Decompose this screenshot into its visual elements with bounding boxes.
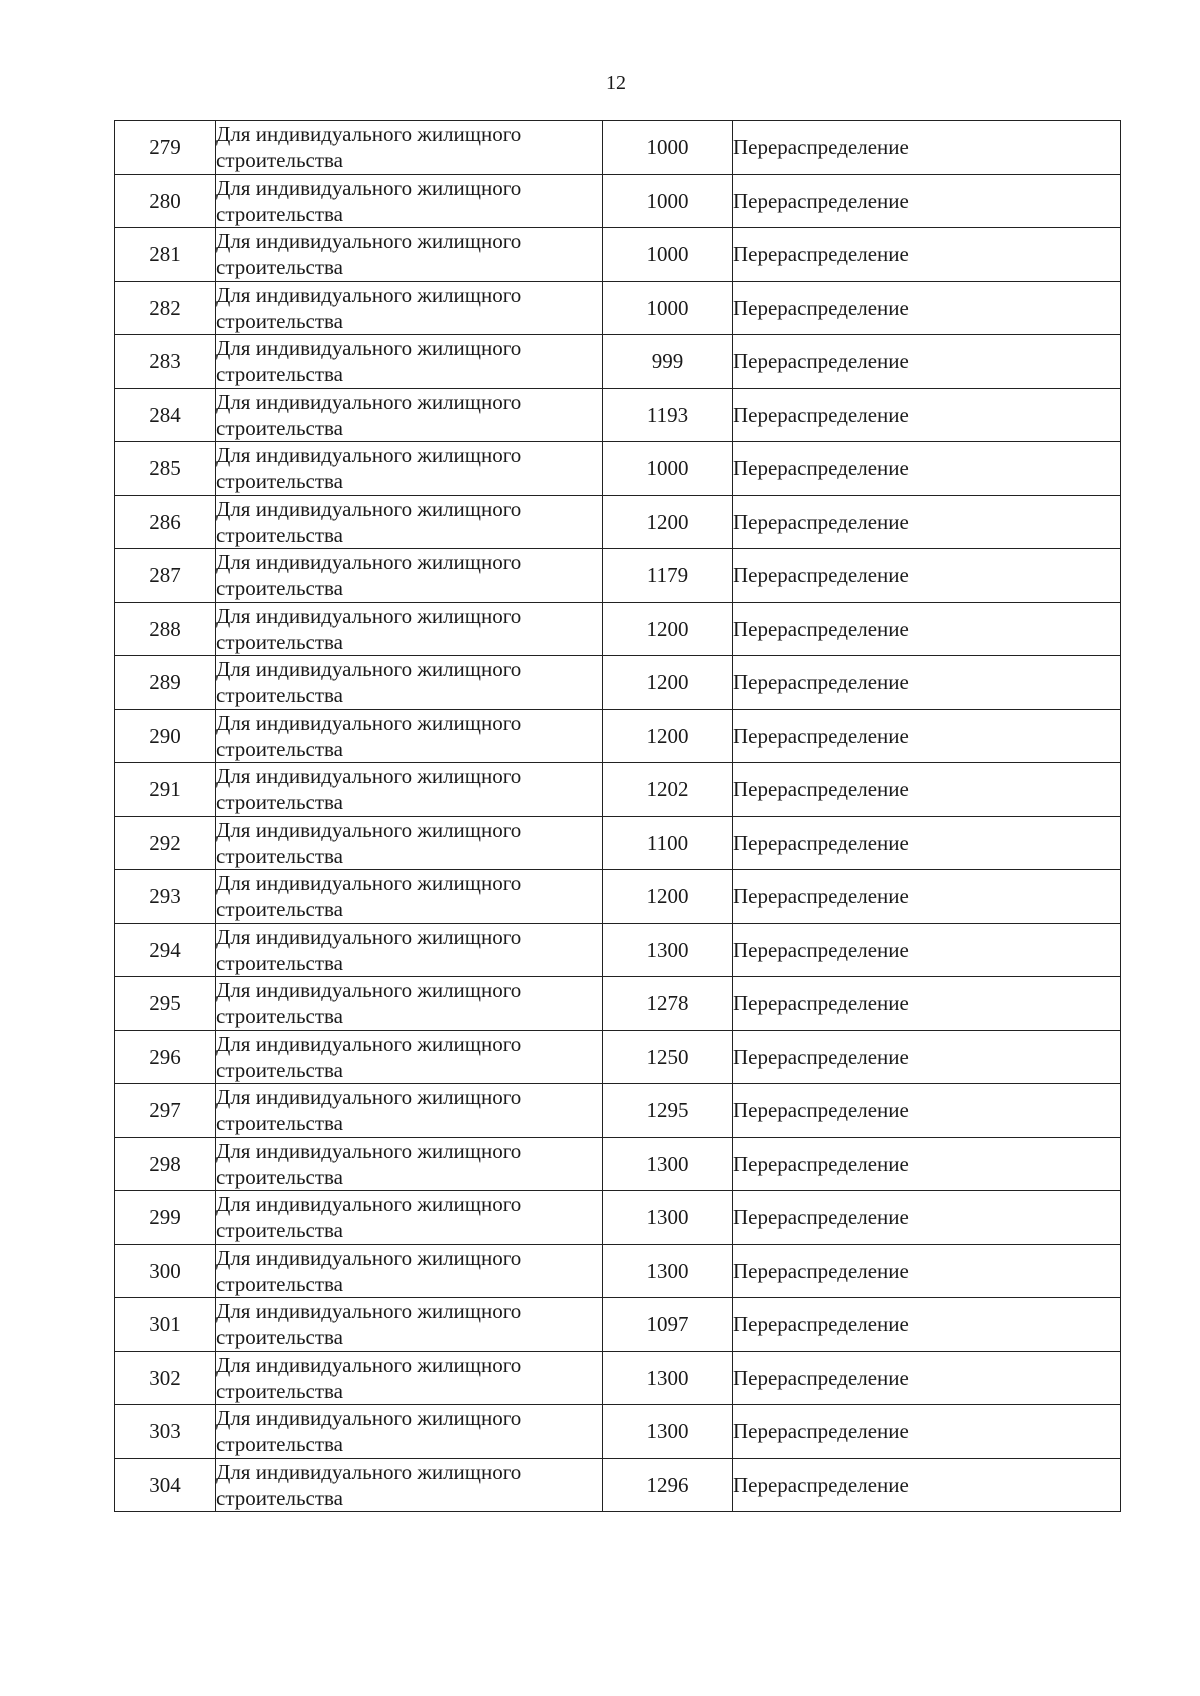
area-cell: 1100	[603, 816, 733, 870]
row-number-cell: 288	[115, 602, 216, 656]
land-plots-table	[114, 120, 1121, 1512]
table-row	[115, 1298, 1121, 1352]
method-cell: Перераспределение	[733, 1244, 1121, 1298]
purpose-line-1: Для индивидуального жилищного	[216, 336, 522, 360]
purpose-line-1: Для индивидуального жилищного	[216, 443, 522, 467]
purpose-line-1: Для индивидуального жилищного	[216, 1459, 522, 1484]
purpose-line-2: строительства	[216, 469, 344, 494]
purpose-cell	[216, 1405, 603, 1459]
purpose-line-2: строительства	[216, 362, 344, 387]
method-cell: Перераспределение	[733, 602, 1121, 656]
method-cell: Перераспределение	[733, 335, 1121, 389]
method-cell: Перераспределение	[733, 1084, 1121, 1138]
purpose-line-1: Для индивидуального жилищного	[216, 122, 522, 146]
purpose-line-1: Для индивидуального жилищного	[216, 710, 522, 735]
purpose-line-1: Для индивидуального жилищного	[216, 389, 522, 414]
purpose-line-2: строительства	[216, 522, 344, 547]
table-row	[115, 656, 1121, 710]
method-cell: Перераспределение	[733, 763, 1121, 817]
purpose-line-1: Для индивидуального жилищного	[216, 1299, 522, 1323]
area-cell: 1000	[603, 121, 733, 175]
row-number-cell: 298	[115, 1137, 216, 1191]
purpose-line-2: строительства	[216, 1111, 344, 1136]
table-row	[115, 442, 1121, 496]
area-cell: 1300	[603, 1244, 733, 1298]
row-number-cell: 282	[115, 281, 216, 335]
purpose-cell	[216, 1458, 603, 1512]
purpose-line-1: Для индивидуального жилищного	[216, 1085, 522, 1109]
table-row	[115, 763, 1121, 817]
purpose-line-1: Для индивидуального жилищного	[216, 978, 522, 1002]
method-cell: Перераспределение	[733, 281, 1121, 335]
table-row	[115, 1030, 1121, 1084]
purpose-cell	[216, 1030, 603, 1084]
purpose-cell	[216, 1244, 603, 1298]
table-body	[115, 121, 1121, 1512]
area-cell: 1278	[603, 977, 733, 1031]
purpose-line-2: строительства	[216, 201, 344, 226]
area-cell: 1193	[603, 388, 733, 442]
row-number-cell: 286	[115, 495, 216, 549]
area-cell: 1000	[603, 174, 733, 228]
area-cell: 1300	[603, 923, 733, 977]
row-number-cell: 281	[115, 228, 216, 282]
table-row	[115, 174, 1121, 228]
row-number-cell: 287	[115, 549, 216, 603]
method-cell: Перераспределение	[733, 1191, 1121, 1245]
purpose-line-1: Для индивидуального жилищного	[216, 1138, 522, 1163]
method-cell: Перераспределение	[733, 816, 1121, 870]
purpose-line-1: Для индивидуального жилищного	[216, 1406, 522, 1430]
area-cell: 1250	[603, 1030, 733, 1084]
row-number-cell: 304	[115, 1458, 216, 1512]
row-number-cell: 290	[115, 709, 216, 763]
purpose-cell	[216, 870, 603, 924]
row-number-cell: 279	[115, 121, 216, 175]
method-cell: Перераспределение	[733, 549, 1121, 603]
purpose-line-1: Для индивидуального жилищного	[216, 603, 522, 628]
page-number: 12	[606, 72, 626, 94]
method-cell: Перераспределение	[733, 709, 1121, 763]
table-row	[115, 335, 1121, 389]
area-cell: 1000	[603, 228, 733, 282]
row-number-cell: 299	[115, 1191, 216, 1245]
purpose-line-2: строительства	[216, 1378, 344, 1403]
purpose-line-1: Для индивидуального жилищного	[216, 657, 522, 681]
row-number-cell: 283	[115, 335, 216, 389]
purpose-line-2: строительства	[216, 790, 344, 815]
purpose-line-1: Для индивидуального жилищного	[216, 175, 522, 200]
method-cell: Перераспределение	[733, 1030, 1121, 1084]
method-cell: Перераспределение	[733, 923, 1121, 977]
row-number-cell: 291	[115, 763, 216, 817]
purpose-cell	[216, 335, 603, 389]
row-number-cell: 297	[115, 1084, 216, 1138]
purpose-cell	[216, 174, 603, 228]
area-cell: 1200	[603, 709, 733, 763]
purpose-line-1: Для индивидуального жилищного	[216, 764, 522, 788]
purpose-line-1: Для индивидуального жилищного	[216, 550, 522, 574]
table-row	[115, 388, 1121, 442]
area-cell: 1202	[603, 763, 733, 817]
purpose-line-2: строительства	[216, 1432, 344, 1457]
table-row	[115, 709, 1121, 763]
purpose-line-1: Для индивидуального жилищного	[216, 924, 522, 949]
table-row	[115, 281, 1121, 335]
purpose-line-2: строительства	[216, 1057, 344, 1082]
purpose-line-1: Для индивидуального жилищного	[216, 1352, 522, 1377]
purpose-cell	[216, 1298, 603, 1352]
area-cell: 1179	[603, 549, 733, 603]
purpose-line-2: строительства	[216, 1218, 344, 1243]
method-cell: Перераспределение	[733, 442, 1121, 496]
method-cell: Перераспределение	[733, 174, 1121, 228]
purpose-line-2: строительства	[216, 1164, 344, 1189]
purpose-line-1: Для индивидуального жилищного	[216, 229, 522, 253]
table-row	[115, 1244, 1121, 1298]
table-row	[115, 602, 1121, 656]
purpose-cell	[216, 549, 603, 603]
purpose-cell	[216, 816, 603, 870]
area-cell: 1200	[603, 870, 733, 924]
purpose-line-1: Для индивидуального жилищного	[216, 1245, 522, 1270]
purpose-cell	[216, 709, 603, 763]
purpose-line-2: строительства	[216, 1325, 344, 1350]
row-number-cell: 294	[115, 923, 216, 977]
table-row	[115, 549, 1121, 603]
row-number-cell: 284	[115, 388, 216, 442]
area-cell: 1300	[603, 1191, 733, 1245]
table-row	[115, 870, 1121, 924]
purpose-line-2: строительства	[216, 415, 344, 440]
row-number-cell: 295	[115, 977, 216, 1031]
method-cell: Перераспределение	[733, 656, 1121, 710]
method-cell: Перераспределение	[733, 1298, 1121, 1352]
purpose-line-1: Для индивидуального жилищного	[216, 1192, 522, 1216]
purpose-cell	[216, 281, 603, 335]
table-row	[115, 1351, 1121, 1405]
method-cell: Перераспределение	[733, 1351, 1121, 1405]
row-number-cell: 289	[115, 656, 216, 710]
table-row	[115, 1458, 1121, 1512]
area-cell: 1300	[603, 1351, 733, 1405]
row-number-cell: 301	[115, 1298, 216, 1352]
table-row	[115, 1137, 1121, 1191]
row-number-cell: 292	[115, 816, 216, 870]
area-cell: 1097	[603, 1298, 733, 1352]
row-number-cell: 280	[115, 174, 216, 228]
area-cell: 1000	[603, 442, 733, 496]
purpose-line-1: Для индивидуального жилищного	[216, 871, 522, 895]
area-cell: 1200	[603, 602, 733, 656]
row-number-cell: 285	[115, 442, 216, 496]
area-cell: 1200	[603, 656, 733, 710]
purpose-line-2: строительства	[216, 843, 344, 868]
purpose-cell	[216, 121, 603, 175]
row-number-cell: 303	[115, 1405, 216, 1459]
method-cell: Перераспределение	[733, 977, 1121, 1031]
method-cell: Перераспределение	[733, 870, 1121, 924]
row-number-cell: 302	[115, 1351, 216, 1405]
table-row	[115, 1191, 1121, 1245]
method-cell: Перераспределение	[733, 1458, 1121, 1512]
purpose-cell	[216, 495, 603, 549]
purpose-line-2: строительства	[216, 148, 344, 173]
purpose-cell	[216, 388, 603, 442]
purpose-line-2: строительства	[216, 1271, 344, 1296]
purpose-cell	[216, 1137, 603, 1191]
purpose-line-1: Для индивидуального жилищного	[216, 496, 522, 521]
row-number-cell: 296	[115, 1030, 216, 1084]
table-row	[115, 121, 1121, 175]
purpose-line-2: строительства	[216, 255, 344, 280]
method-cell: Перераспределение	[733, 1405, 1121, 1459]
purpose-line-1: Для индивидуального жилищного	[216, 282, 522, 307]
purpose-line-2: строительства	[216, 576, 344, 601]
purpose-line-2: строительства	[216, 950, 344, 975]
row-number-cell: 293	[115, 870, 216, 924]
area-cell: 999	[603, 335, 733, 389]
table-row	[115, 495, 1121, 549]
purpose-line-2: строительства	[216, 629, 344, 654]
table-row	[115, 977, 1121, 1031]
area-cell: 1200	[603, 495, 733, 549]
purpose-cell	[216, 1191, 603, 1245]
table-row	[115, 228, 1121, 282]
purpose-line-2: строительства	[216, 308, 344, 333]
area-cell: 1300	[603, 1405, 733, 1459]
area-cell: 1300	[603, 1137, 733, 1191]
table-row	[115, 923, 1121, 977]
purpose-cell	[216, 602, 603, 656]
area-cell: 1295	[603, 1084, 733, 1138]
method-cell: Перераспределение	[733, 121, 1121, 175]
purpose-cell	[216, 923, 603, 977]
purpose-line-2: строительства	[216, 1004, 344, 1029]
purpose-cell	[216, 656, 603, 710]
purpose-line-2: строительства	[216, 683, 344, 708]
purpose-cell	[216, 228, 603, 282]
purpose-cell	[216, 442, 603, 496]
area-cell: 1000	[603, 281, 733, 335]
method-cell: Перераспределение	[733, 495, 1121, 549]
purpose-line-1: Для индивидуального жилищного	[216, 817, 522, 842]
method-cell: Перераспределение	[733, 388, 1121, 442]
purpose-cell	[216, 977, 603, 1031]
area-cell: 1296	[603, 1458, 733, 1512]
method-cell: Перераспределение	[733, 228, 1121, 282]
method-cell: Перераспределение	[733, 1137, 1121, 1191]
table-row	[115, 1405, 1121, 1459]
purpose-line-2: строительства	[216, 1485, 344, 1510]
purpose-cell	[216, 763, 603, 817]
table-row	[115, 1084, 1121, 1138]
purpose-cell	[216, 1084, 603, 1138]
purpose-line-2: строительства	[216, 897, 344, 922]
purpose-cell	[216, 1351, 603, 1405]
purpose-line-1: Для индивидуального жилищного	[216, 1031, 522, 1056]
table-row	[115, 816, 1121, 870]
row-number-cell: 300	[115, 1244, 216, 1298]
purpose-line-2: строительства	[216, 736, 344, 761]
